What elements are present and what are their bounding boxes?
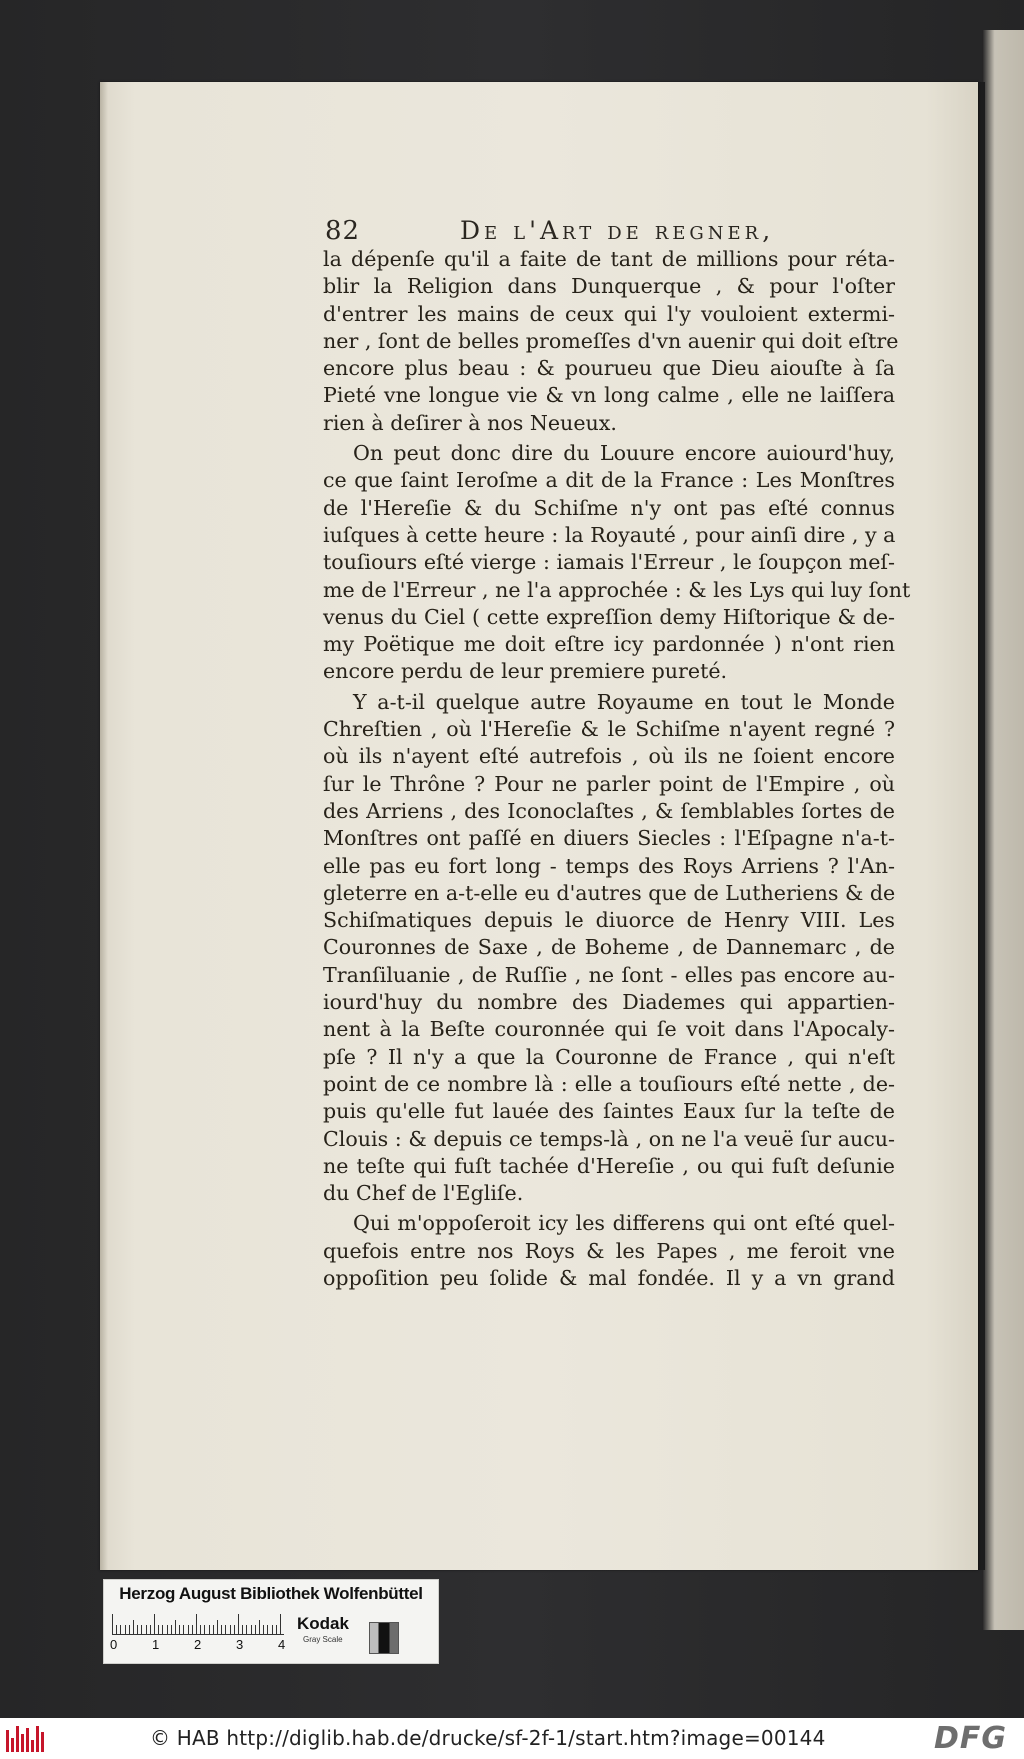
text-line: Qui m'oppoſeroit icy les differens qui ont eſté quel- (353, 1211, 895, 1236)
running-title: De l'Art de regner, (460, 216, 775, 245)
ruler-number: 4 (278, 1637, 286, 1652)
ruler-tick (200, 1625, 201, 1634)
text-line: touſiours eſté vierge : iamais l'Erreur , le ſoupçon meſ- (323, 550, 895, 575)
ruler-tick (125, 1625, 126, 1634)
ruler-tick (192, 1625, 193, 1634)
library-name: Herzog August Bibliothek Wolfenbüttel (119, 1584, 423, 1603)
logo-bar (11, 1738, 14, 1752)
ruler-tick (188, 1625, 189, 1634)
ruler-tick (209, 1625, 210, 1634)
ruler-numbers (110, 1637, 300, 1655)
logo-bar (21, 1734, 24, 1752)
text-line: ner , ſont de belles promeſſes d'vn auenir qui doit eſtre (323, 328, 899, 353)
text-line: de l'Hereſie & du Schiſme n'y ont pas eſté connus (323, 495, 895, 520)
library-label (103, 1579, 439, 1664)
ruler-tick (179, 1625, 180, 1634)
ruler-tick (171, 1625, 172, 1634)
ruler-tick (267, 1625, 268, 1634)
ruler-number: 1 (152, 1637, 160, 1652)
ruler-tick (146, 1625, 147, 1634)
ruler-tick (217, 1620, 218, 1634)
text-line: la dépenſe qu'il a faite de tant de millions pour réta- (323, 247, 895, 271)
text-line: point de ce nombre là : elle a touſiours eſté nette , de- (323, 1071, 895, 1096)
text-line: ne teſte qui fuſt tachée d'Hereſie , ou qui fuſt deſunie (323, 1153, 895, 1178)
ruler-tick (133, 1620, 134, 1634)
scale-ruler (112, 1612, 284, 1635)
page-number: 82 (325, 216, 361, 246)
ruler-tick (280, 1614, 281, 1634)
ruler-tick (213, 1625, 214, 1634)
text-line: encore plus beau : & pourueu que Dieu aiouſte à ſa (323, 356, 895, 381)
ruler-tick (221, 1625, 222, 1634)
logo-bar (6, 1730, 9, 1752)
text-line: encore perdu de leur premiere pureté. (323, 659, 728, 684)
text-line: ce que ſaint Ieroſme a dit de la France : Les Monſtres (323, 468, 895, 493)
ruler-number: 2 (194, 1637, 202, 1652)
ruler-tick (137, 1625, 138, 1634)
text-line: puis qu'elle fut lauée des ſaintes Eaux ſur la teſte de (323, 1099, 895, 1124)
text-line: Pieté vne longue vie & vn long calme , elle ne laiſſera (323, 383, 895, 408)
ruler-tick (141, 1625, 142, 1634)
text-line: quefois entre nos Roys & les Papes , me feroit vne (323, 1238, 895, 1263)
text-line: On peut donc dire du Louure encore auiourd'huy, (353, 441, 895, 466)
ruler-tick (263, 1625, 264, 1634)
text-line: elle pas eu fort long - temps des Roys Arriens ? l'An- (323, 853, 895, 878)
next-leaf-edge (982, 30, 1024, 1630)
ruler-tick (158, 1625, 159, 1634)
ruler-tick (225, 1625, 226, 1634)
ruler-tick (242, 1625, 243, 1634)
ruler-tick (255, 1625, 256, 1634)
gray-scale-label: Gray Scale (303, 1635, 343, 1644)
text-line: ſur le Thrône ? Pour ne parler point de l'Empire , où (323, 771, 895, 796)
text-line: iuſques à cette heure : la Royauté , pour ainſi dire , y a (323, 522, 896, 547)
ruler-tick (150, 1625, 151, 1634)
text-line: me de l'Erreur , ne l'a approchée : & les Lys qui luy ſont (323, 577, 911, 602)
text-line: du Chef de l'Egliſe. (323, 1181, 524, 1206)
footer-bar (0, 1718, 1024, 1759)
text-line: rien à deſirer à nos Neueux. (323, 410, 617, 435)
ruler-tick (238, 1614, 239, 1634)
ruler-tick (129, 1625, 130, 1634)
text-line: des Arriens , des Iconoclaſtes , & ſemblables ſortes de (323, 798, 895, 823)
logo-bar (31, 1740, 34, 1752)
body-text (323, 246, 911, 1292)
ruler-tick (204, 1625, 205, 1634)
ruler-tick (175, 1620, 176, 1634)
ruler-tick (196, 1614, 197, 1634)
text-line: pſe ? Il n'y a que la Couronne de France , qui n'eſt (323, 1044, 895, 1069)
ruler-number: 0 (110, 1637, 118, 1652)
text-line: gleterre en a-t-elle eu d'autres que de Lutheriens & de (323, 880, 896, 905)
page-edge-shadow (100, 82, 108, 1570)
ruler-tick (154, 1614, 155, 1634)
text-line: Monſtres ont paſſé en diuers Siecles : l'Eſpagne n'a-t- (323, 826, 895, 851)
copyright-url[interactable]: © HAB http://diglib.hab.de/drucke/sf-2f-1/start.htm?image=00144 (150, 1726, 826, 1750)
ruler-number: 3 (236, 1637, 244, 1652)
text-line: d'entrer les mains de ceux qui l'y vouloient extermi- (323, 301, 895, 326)
logo-bar (41, 1732, 44, 1752)
dfg-logo: DFG (934, 1721, 1008, 1756)
ruler-tick (246, 1625, 247, 1634)
text-line: Chreſtien , où l'Hereſie & le Schiſme n'ayent regné ? (323, 717, 895, 742)
logo-bar (36, 1726, 39, 1752)
text-line: Schiſmatiques depuis le diuorce de Henry VIII. Les (323, 908, 895, 933)
text-line: où ils n'ayent eſté autrefois , où ils ne ſoient encore (323, 744, 895, 769)
ruler-tick (259, 1620, 260, 1634)
hab-barcode-logo (6, 1726, 46, 1752)
ruler-tick (120, 1625, 121, 1634)
ruler-tick (167, 1625, 168, 1634)
logo-bar (16, 1726, 19, 1752)
text-line: nent à la Beſte couronnée qui ſe voit dans l'Apocaly- (323, 1017, 895, 1042)
gray-scale-patch (369, 1622, 399, 1654)
ruler-tick (272, 1625, 273, 1634)
ruler-tick (116, 1625, 117, 1634)
kodak-logo: Kodak (297, 1614, 349, 1633)
text-line: Clouis : & depuis ce temps-là , on ne l'a veuë ſur aucu- (323, 1126, 895, 1151)
ruler-tick (276, 1625, 277, 1634)
ruler-tick (230, 1625, 231, 1634)
ruler-tick (251, 1625, 252, 1634)
ruler-tick (234, 1625, 235, 1634)
ruler-tick (112, 1614, 113, 1634)
text-line: blir la Religion dans Dunquerque , & pour l'oſter (323, 274, 895, 299)
ruler-tick (162, 1625, 163, 1634)
logo-bar (26, 1728, 29, 1752)
ruler-tick (183, 1625, 184, 1634)
text-line: Couronnes de Saxe , de Boheme , de Dannemarc , de (323, 935, 895, 960)
text-line: Y a-t-il quelque autre Royaume en tout le Monde (353, 689, 895, 714)
text-line: oppoſition peu ſolide & mal fondée. Il y a vn grand (323, 1265, 895, 1290)
text-line: venus du Ciel ( cette expreſſion demy Hiſtorique & de- (323, 604, 895, 629)
text-line: my Poëtique me doit eſtre icy pardonnée ) n'ont rien (323, 632, 895, 657)
text-line: Tranſiluanie , de Ruſſie , ne ſont - elles pas encore au- (323, 962, 895, 987)
text-line: iourd'huy du nombre des Diademes qui appartien- (323, 990, 895, 1015)
